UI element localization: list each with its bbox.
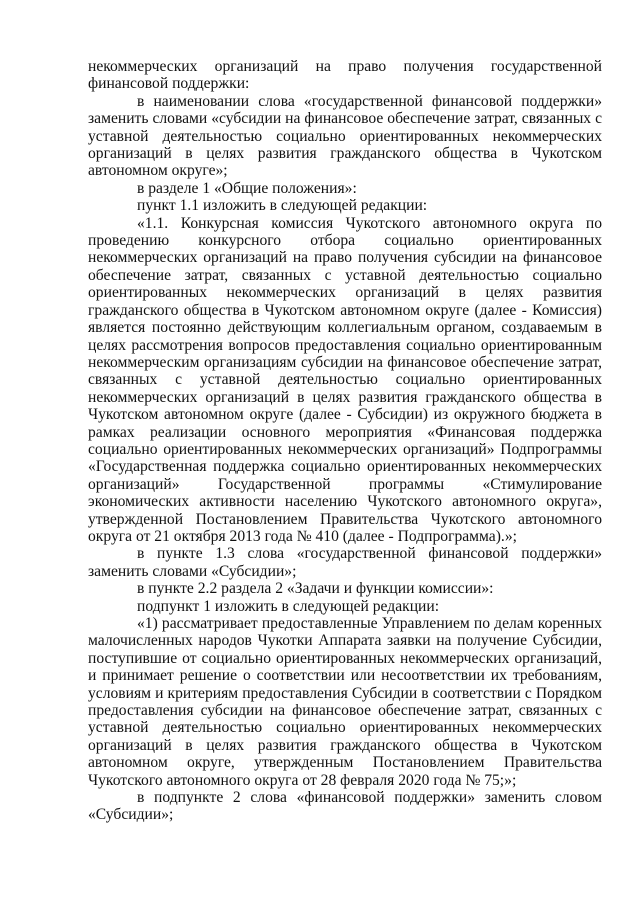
paragraph-clause-1-1-intro: пункт 1.1 изложить в следующей редакции: bbox=[137, 197, 428, 215]
paragraph-title-amendment: в наименовании слова «государственной финансовой поддержки» заменить словами «субсидии на финансовое обеспечение затрат, связанных с уставной деятельностью социально ориентированных некоммерческих организаций в целях развития гражданского общества в Чукотском автономном округе»; bbox=[88, 92, 602, 180]
paragraph-clause-1-1-text: «1.1. Конкурсная комиссия Чукотского автономного округа по проведению конкурсного отбора социально ориентированных некоммерческих организаций на право получения субсидии на финансовое обеспечение затрат, связанных с уставной деятельностью социально ориентированных некоммерческих организаций в целях развития гражданского общества в Чукотском автономном округе (далее - Комиссия) является постоянно действующим коллегиальным органом, создаваемым в целях рассмотрения вопросов предоставления социально ориентированным некоммерческим организациям субсидии на финансовое обеспечение затрат, связанных с уставной деятельностью социально ориентированных некоммерческих организаций в целях развития гражданского общества в Чукотском автономном округе (далее - Субсидии) из окружного бюджета в рамках реализации основного мероприятия «Финансовая поддержка социально ориентированных некоммерческих организаций» Подпрограммы «Государственная поддержка социально ориентированных некоммерческих организаций» Государственной программы «Стимулирование экономических активности населению Чукотского автономного округа», утвержденной Постановлением Правительства Чукотского автономного округа от 21 октября 2013 года № 410 (далее - Подпрограмма).»; bbox=[88, 214, 602, 545]
paragraph-subclause-1-text: «1) рассматривает предоставленные Управлением по делам коренных малочисленных народов Чукотки Аппарата заявки на получение Субсидии, поступившие от социально ориентированных некоммерческих организаций, и принимает решение о соответствии или несоответствии их требованиям, условиям и критериям предоставления Субсидии в соответствии с Порядком предоставления субсидии на финансовое обеспечение затрат, связанных с уставной деятельностью социально ориентированных некоммерческих организаций в целях развития гражданского общества в Чукотском автономном округе, утвержденным Постановлением Правительства Чукотского автономного округа от 28 февраля 2020 года № 75;»; bbox=[88, 615, 602, 789]
paragraph-clause-1-3: в пункте 1.3 слова «государственной финансовой поддержки» заменить словами «Субсидии»; bbox=[88, 545, 602, 580]
paragraph-subclause-1-intro: подпункт 1 изложить в следующей редакции: bbox=[137, 597, 440, 615]
paragraph-clause-2-2: в пункте 2.2 раздела 2 «Задачи и функции комиссии»: bbox=[137, 580, 494, 598]
paragraph-continuation: некоммерческих организаций на право получения государственной финансовой поддержки: bbox=[88, 58, 602, 93]
paragraph-subclause-2: в подпункте 2 слова «финансовой поддержки» заменить словом «Субсидии»; bbox=[88, 789, 602, 824]
document-page bbox=[88, 58, 602, 824]
paragraph-section-1: в разделе 1 «Общие положения»: bbox=[137, 179, 357, 197]
